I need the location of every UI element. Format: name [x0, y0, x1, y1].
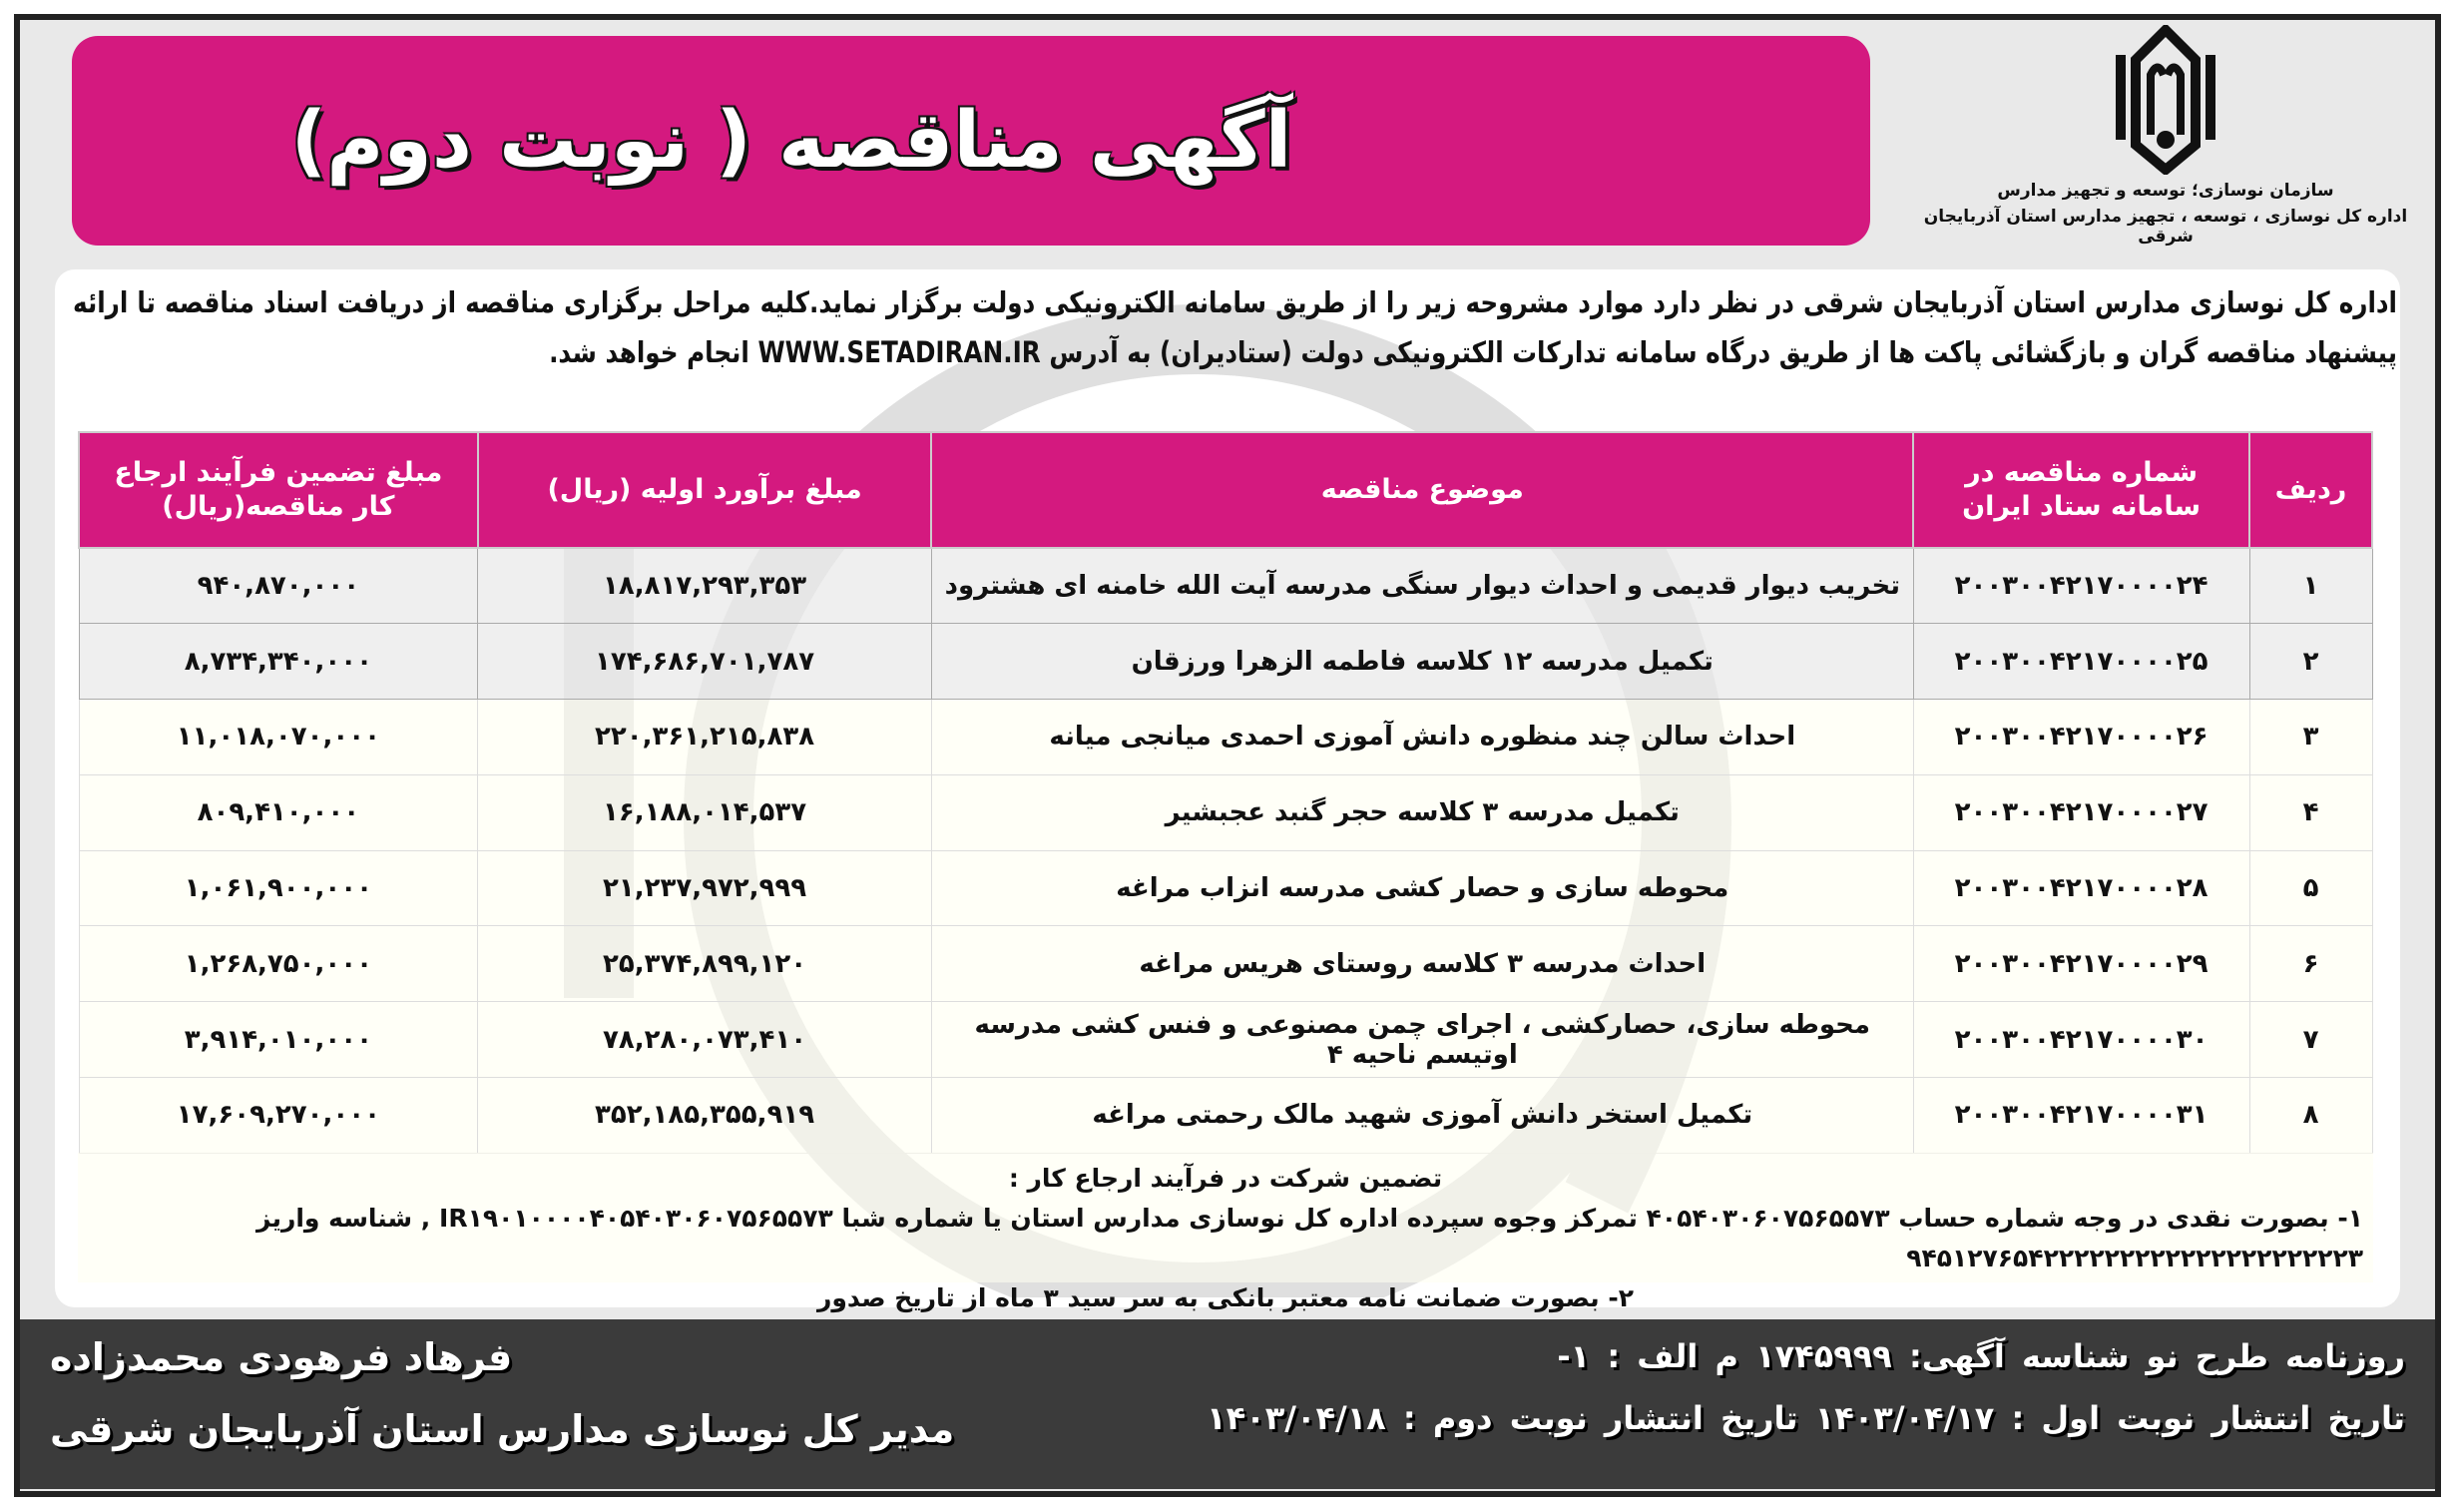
intro-paragraph: اداره کل نوسازی مدارس استان آذربایجان شرقی در نظر دارد موارد مشروحه زیر را از طریق سامانه الکترونیکی دولت برگزار نماید.کلیه مراحل برگزاری مناقصه از دریافت اسناد مناقصه تا ارائه پیشنهاد مناقصه گران و بازگشائی پاکت ها از طریق درگاه سامانه تدارکات الکترونیکی دولت (ستادیران) به آدرس WWW.SETADIRAN.IR انجام خواهد شد. — [73, 285, 2397, 369]
subject: محوطه سازی و حصار کشی مدرسه انزاب مراغه — [931, 850, 1913, 926]
guarantee-bank: ۲- بصورت ضمانت نامه معتبر بانکی به سر سید ۳ ماه از تاریخ صدور — [817, 1283, 1634, 1312]
row-number: ۵ — [2249, 850, 2372, 926]
logo-icon — [2106, 25, 2225, 175]
row-number: ۴ — [2249, 774, 2372, 850]
tender-number: ۲۰۰۳۰۰۴۲۱۷۰۰۰۰۳۱ — [1913, 1078, 2249, 1154]
row-number: ۶ — [2249, 926, 2372, 1002]
title-banner — [72, 36, 1870, 246]
guarantee-amount: ۹۴۰,۸۷۰,۰۰۰ — [79, 548, 478, 624]
estimate: ۲۱,۲۳۷,۹۷۲,۹۹۹ — [478, 850, 932, 926]
guarantee-amount: ۱۱,۰۱۸,۰۷۰,۰۰۰ — [79, 700, 478, 775]
row-number: ۷ — [2249, 1002, 2372, 1078]
table-row — [79, 624, 2372, 700]
guarantee-cash: ۱- بصورت نقدی در وجه شماره حساب ۴۰۵۴۰۳۰۶۰۷۵۶۵۵۷۳ تمرکز وجوه سپرده اداره کل نوسازی مدارس استان یا شماره شبا IR۱۹۰۱۰۰۰۰۴۰۵۴۰۳۰۶۰۷۵۶۵۵۷۳ , شناسه واریز ۹۴۵۱۲۷۶۵۴۲۲۲۲۲۲۲۲۲۲۲۲۲۲۲۲۲۲۲۲۳ — [256, 1204, 2363, 1272]
subject: احداث مدرسه ۳ کلاسه روستای هریس مراغه — [931, 926, 1913, 1002]
col-row: ردیف — [2249, 432, 2372, 548]
subject: احداث سالن چند منظوره دانش آموزی احمدی میانجی میانه — [931, 700, 1913, 775]
subject: تخریب دیوار قدیمی و احداث دیوار سنگی مدرسه آیت الله خامنه ای هشترود — [931, 548, 1913, 624]
tender-number: ۲۰۰۳۰۰۴۲۱۷۰۰۰۰۲۹ — [1913, 926, 2249, 1002]
publication-dates: تاریخ انتشار نوبت اول : ۱۴۰۳/۰۴/۱۷ تاریخ انتشار نوبت دوم : ۱۴۰۳/۰۴/۱۸ — [1207, 1399, 2405, 1437]
tender-number: ۲۰۰۳۰۰۴۲۱۷۰۰۰۰۲۸ — [1913, 850, 2249, 926]
estimate: ۷۸,۲۸۰,۰۷۳,۴۱۰ — [478, 1002, 932, 1078]
tender-number: ۲۰۰۳۰۰۴۲۱۷۰۰۰۰۲۵ — [1913, 624, 2249, 700]
org-logo — [1896, 25, 2435, 264]
estimate: ۲۲۰,۳۶۱,۲۱۵,۸۳۸ — [478, 700, 932, 775]
col-subject: موضوع مناقصه — [931, 432, 1913, 548]
org-name: سازمان نوسازی؛ توسعه و تجهیز مدارس — [1997, 181, 2334, 201]
estimate: ۲۵,۳۷۴,۸۹۹,۱۲۰ — [478, 926, 932, 1002]
guarantee-section — [78, 1153, 2373, 1312]
subject: محوطه سازی، حصارکشی ، اجرای چمن مصنوعی و فنس کشی مدرسه اوتیسم ناحیه ۴ — [931, 1002, 1913, 1078]
guarantee-amount: ۳,۹۱۴,۰۱۰,۰۰۰ — [79, 1002, 478, 1078]
row-number: ۱ — [2249, 548, 2372, 624]
guarantee-amount: ۸۰۹,۴۱۰,۰۰۰ — [79, 774, 478, 850]
table-row — [79, 1078, 2372, 1154]
estimate: ۱۷۴,۶۸۶,۷۰۱,۷۸۷ — [478, 624, 932, 700]
col-tender-number: شماره مناقصه در سامانه ستاد ایران — [1913, 432, 2249, 548]
tender-number: ۲۰۰۳۰۰۴۲۱۷۰۰۰۰۲۴ — [1913, 548, 2249, 624]
tender-number: ۲۰۰۳۰۰۴۲۱۷۰۰۰۰۲۶ — [1913, 700, 2249, 775]
page-title: آگهی مناقصه ( نوبت دوم) — [290, 96, 1292, 186]
estimate: ۳۵۲,۱۸۵,۳۵۵,۹۱۹ — [478, 1078, 932, 1154]
publication-info: روزنامه طرح نو شناسه آگهی: ۱۷۴۵۹۹۹ م الف : ۱- — [1557, 1337, 2405, 1375]
guarantee-title: تضمین شرکت در فرآیند ارجاع کار : — [1008, 1164, 1443, 1193]
row-number: ۳ — [2249, 700, 2372, 775]
row-number: ۲ — [2249, 624, 2372, 700]
table-row — [79, 850, 2372, 926]
signer-title: مدیر کل نوسازی مدارس استان آذربایجان شرقی — [50, 1407, 955, 1451]
table-row — [79, 700, 2372, 775]
table-row — [79, 774, 2372, 850]
tender-number: ۲۰۰۳۰۰۴۲۱۷۰۰۰۰۲۷ — [1913, 774, 2249, 850]
org-department: اداره کل نوسازی ، توسعه ، تجهیز مدارس استان آذربایجان شرقی — [1923, 207, 2408, 247]
guarantee-amount: ۸,۷۳۴,۳۴۰,۰۰۰ — [79, 624, 478, 700]
tender-number: ۲۰۰۳۰۰۴۲۱۷۰۰۰۰۳۰ — [1913, 1002, 2249, 1078]
table-header — [79, 432, 2372, 548]
subject: تکمیل مدرسه ۳ کلاسه حجر گنبد عجبشیر — [931, 774, 1913, 850]
signer-name: فرهاد فرهودی محمدزاده — [50, 1335, 513, 1379]
estimate: ۱۸,۸۱۷,۲۹۳,۳۵۳ — [478, 548, 932, 624]
col-guarantee: مبلغ تضمین فرآیند ارجاع کار مناقصه(ریال) — [79, 432, 478, 548]
tender-table — [78, 431, 2373, 1154]
estimate: ۱۶,۱۸۸,۰۱۴,۵۳۷ — [478, 774, 932, 850]
guarantee-amount: ۱۷,۶۰۹,۲۷۰,۰۰۰ — [79, 1078, 478, 1154]
footer — [20, 1319, 2435, 1489]
table-row — [79, 1002, 2372, 1078]
col-estimate: مبلغ برآورد اولیه (ریال) — [478, 432, 932, 548]
subject: تکمیل مدرسه ۱۲ کلاسه فاطمه الزهرا ورزقان — [931, 624, 1913, 700]
guarantee-amount: ۱,۰۶۱,۹۰۰,۰۰۰ — [79, 850, 478, 926]
subject: تکمیل استخر دانش آموزی شهید مالک رحمتی مراغه — [931, 1078, 1913, 1154]
guarantee-amount: ۱,۲۶۸,۷۵۰,۰۰۰ — [79, 926, 478, 1002]
table-row — [79, 548, 2372, 624]
table-row — [79, 926, 2372, 1002]
row-number: ۸ — [2249, 1078, 2372, 1154]
